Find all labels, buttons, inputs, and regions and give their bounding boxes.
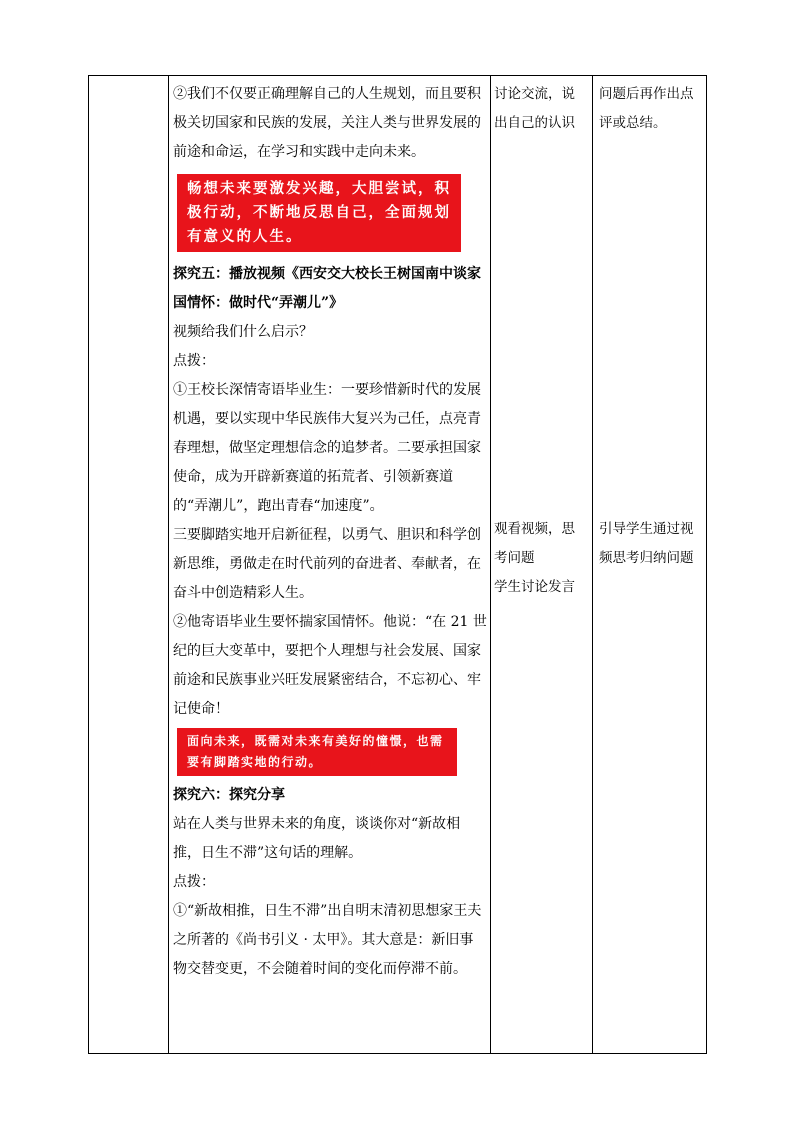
explore5-title: 探究五：播放视频《西安交大校长王树国南中谈家国情怀：做时代“弄潮儿”》: [173, 266, 481, 311]
point-1: ①王校长深情寄语毕业生：一要珍惜新时代的发展机遇，要以实现中华民族伟大复兴为己任，点亮青春理想，做坚定理想信念的追梦者。二要承担国家使命，成为开辟新赛道的拓荒者、引领新赛道的“弄潮儿”，跑出青春“加速度”。: [173, 382, 481, 514]
intro-paragraph: ②我们不仅要正确理解自己的人生规划，而且要积极关切国家和民族的发展，关注人类与世界发展的前途和命运，在学习和实践中走向未来。: [173, 86, 481, 160]
explore5-question: 视频给我们什么启示？: [173, 324, 313, 340]
student-activity-mid: [494, 515, 586, 602]
hint-label: 点拨：: [173, 874, 215, 890]
point-3: ①“新故相推，日生不滞”出自明末清初思想家王夫之所著的《尚书引义 · 太甲》。其大意是：新旧事物交替变更，不会随着时间的变化而停滞不前。: [173, 903, 482, 977]
summary-banner-1: 畅想未来要激发兴趣，大胆尝试，积极行动，不断地反思自己，全面规划有意义的人生。: [177, 174, 461, 252]
student-activity-text: 学生讨论发言: [494, 579, 575, 595]
student-activity-text: 讨论交流，说出自己的认识: [494, 86, 575, 131]
teaching-content-cell: [173, 80, 487, 984]
teacher-intent-mid: [599, 515, 699, 573]
hint-label: 点拨：: [173, 353, 215, 369]
teacher-intent-text: 问题后再作出点评或总结。: [599, 86, 694, 131]
teacher-intent-text: 引导学生通过视频思考归纳问题: [599, 521, 694, 566]
teacher-intent-top: [599, 80, 699, 138]
student-activity-top: [494, 80, 586, 138]
student-activity-text: 观看视频，思考问题: [494, 521, 575, 566]
column-divider: [490, 76, 491, 1053]
lesson-table: [88, 75, 707, 1054]
explore6-title: 探究六：探究分享: [173, 787, 285, 803]
point-2: ②他寄语毕业生要怀揣家国情怀。他说：“在 21 世纪的巨大变革中，要把个人理想与社会发展、国家前途和民族事业兴旺发展紧密结合，不忘初心、牢记使命！: [173, 614, 487, 717]
point-1b: 三要脚踏实地开启新征程，以勇气、胆识和科学创新思维，勇做走在时代前列的奋进者、奉献者，在奋斗中创造精彩人生。: [173, 527, 481, 601]
summary-banner-2: 面向未来，既需对未来有美好的憧憬，也需要有脚踏实地的行动。: [177, 728, 457, 776]
column-divider: [168, 76, 169, 1053]
explore6-question: 站在人类与世界未来的角度，谈谈你对“新故相推，日生不滞”这句话的理解。: [173, 816, 461, 861]
column-divider: [592, 76, 593, 1053]
